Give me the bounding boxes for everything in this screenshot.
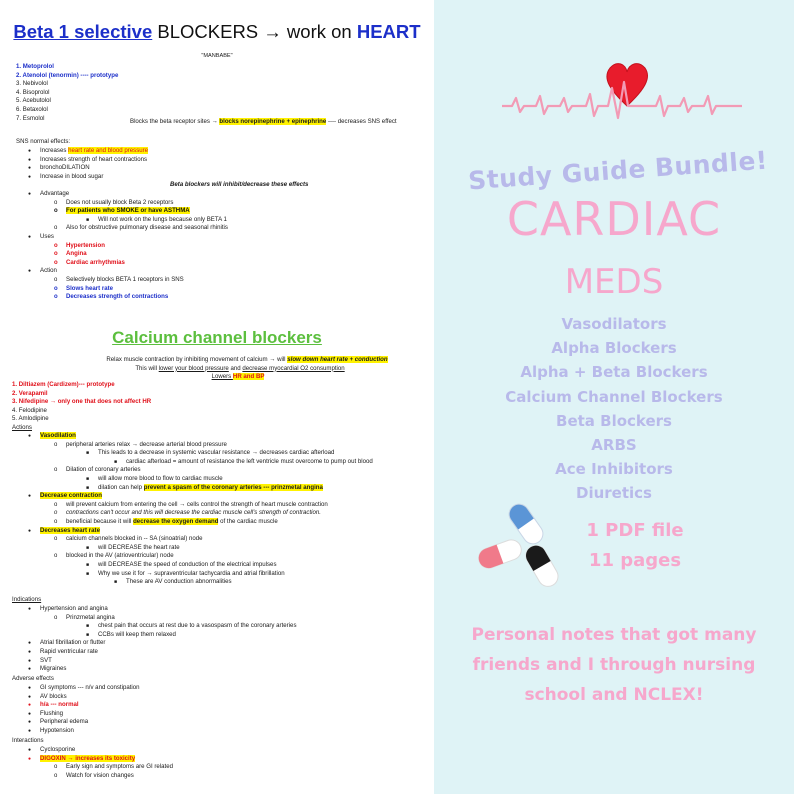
- cardiac-title: CARDIAC: [506, 192, 722, 246]
- list-item: o Does not usually block Beta 2 receptors: [8, 199, 434, 208]
- highlight: slow down heart rate + conduction: [287, 356, 388, 363]
- text: Increases: [40, 147, 69, 154]
- section-heading: Adverse effects: [12, 675, 54, 682]
- beta-title-heart: HEART: [356, 21, 421, 42]
- tagline-line: Personal notes that got many: [471, 625, 757, 645]
- list-item: [8, 527, 434, 536]
- drug-class-item: Ace Inhibitors: [555, 460, 673, 479]
- tagline: [434, 620, 794, 710]
- list-item: ● Increase in blood sugar: [8, 173, 434, 182]
- list-item: o Also for obstructive pulmonary disease and seasonal rhinitis: [8, 224, 434, 233]
- drug-item: 1. Metoprolol: [16, 63, 54, 70]
- drug-item: 2. Verapamil: [12, 389, 48, 397]
- drug-item: 3. Nifedipine → only one that does not affect HR: [12, 398, 152, 406]
- ccb-adverse: [8, 684, 434, 736]
- text: decrease myocardial O2 consumption: [242, 364, 345, 372]
- drug-class-item: Calcium Channel Blockers: [505, 387, 723, 406]
- drug-class-item: Alpha Blockers: [551, 339, 677, 358]
- highlight: Decrease contraction: [40, 492, 102, 500]
- drug-class-list: [434, 312, 794, 506]
- list-item: [8, 207, 434, 216]
- list-item: o Selectively blocks BETA 1 receptors in SNS: [8, 276, 434, 285]
- list-item: ● Migraines: [8, 665, 434, 674]
- page-count: 11 pages: [588, 550, 682, 571]
- drug-item: 5. Amlodipine: [12, 415, 49, 423]
- highlight: heart rate and blood pressure: [68, 147, 149, 154]
- list-item: ■ will DECREASE the speed of conduction of the electrical impulses: [8, 561, 434, 570]
- list-item: o peripheral arteries relax → decrease arterial blood pressure: [8, 441, 434, 450]
- section-heading: Actions: [12, 423, 32, 431]
- list-item: o Hypertension: [8, 242, 434, 251]
- list-item: ● GI symptoms --- n/v and constipation: [8, 684, 434, 693]
- beta-title-selective: Beta 1 selective: [13, 21, 153, 42]
- text: of the cardiac muscle: [218, 517, 278, 525]
- beta-notes: [8, 147, 434, 302]
- list-item: ■ Will not work on the lungs because only BETA 1: [8, 216, 434, 225]
- list-item: o calcium channels blocked in -- SA (sinoatrial) node: [8, 535, 434, 544]
- list-item: o contractions can't occur and this will decrease the cardiac muscle cell's strength of contraction.: [8, 509, 434, 518]
- ccb-indications: [8, 605, 434, 674]
- drug-item: 6. Betaxolol: [16, 105, 48, 113]
- beta-title-blockers: BLOCKERS → work on: [152, 21, 357, 42]
- drug-item: 4. Felodipine: [12, 406, 47, 414]
- tagline-line: school and NCLEX!: [524, 685, 704, 705]
- list-item: ● Increases strength of heart contractions: [8, 156, 434, 165]
- list-item: [8, 147, 434, 156]
- list-item: o Prinzmetal angina: [8, 614, 434, 623]
- highlight: blocks norepinephrine + epinephrine: [219, 118, 327, 125]
- list-item: ● AV blocks: [8, 693, 434, 702]
- sns-label: SNS normal effects:: [16, 138, 71, 145]
- list-item: [8, 484, 434, 493]
- list-item: o Slows heart rate: [8, 285, 434, 294]
- highlight: DIGOXIN → increases its toxicity: [40, 754, 136, 762]
- text: Lowers: [211, 373, 233, 381]
- list-item: ■ This leads to a decrease in systemic vascular resistance → decreases cardiac afterload: [8, 449, 434, 458]
- highlight: For patients who SMOKE or have ASTHMA: [66, 207, 190, 215]
- list-item: ● Peripheral edema: [8, 718, 434, 727]
- drug-class-item: Alpha + Beta Blockers: [520, 363, 708, 382]
- list-item: o Watch for vision changes: [8, 772, 434, 781]
- list-item: ■ cardiac afterload = amount of resistance the left ventricle must overcome to pump out blood: [8, 458, 434, 467]
- list-item: ● Cyclosporine: [8, 746, 434, 755]
- list-item: ■ Why we use it for → supraventricular tachycardia and atrial fibrillation: [8, 570, 434, 579]
- ccb-actions: [8, 432, 434, 587]
- text: dilation can help: [98, 483, 144, 491]
- text: beneficial because it will: [66, 517, 134, 525]
- list-item: ● bronchoDILATION: [8, 164, 434, 173]
- list-item: ● Uses: [8, 233, 434, 242]
- list-item: [8, 432, 434, 441]
- list-item: o Early sign and symptoms are GI related: [8, 763, 434, 772]
- list-item: ● Advantage: [8, 190, 434, 199]
- text: and: [228, 364, 243, 372]
- drug-item: 1. Diltiazem (Cardizem)--- prototype: [12, 381, 115, 388]
- section-heading: Interactions: [12, 737, 44, 744]
- ccb-title: Calcium channel blockers: [112, 328, 322, 347]
- text: ---- decreases SNS effect: [326, 118, 397, 125]
- list-item: o Cardiac arrhythmias: [8, 259, 434, 268]
- highlight: decrease the oxygen demand: [133, 517, 219, 525]
- highlight: Vasodilation: [40, 432, 76, 439]
- drug-class-item: Beta Blockers: [556, 411, 672, 430]
- list-item: ● h/a --- normal: [8, 701, 434, 710]
- drug-item: 4. Bisoprolol: [16, 88, 50, 96]
- beta-title: [0, 21, 434, 42]
- list-item: ■ chest pain that occurs at rest due to a vasospasm of the coronary arteries: [8, 622, 434, 631]
- mnemonic: "MANBABE": [201, 53, 233, 59]
- file-info: [560, 516, 710, 576]
- heartbeat-icon: [502, 58, 742, 138]
- list-item: o Angina: [8, 250, 434, 259]
- ccb-drug-list: [12, 381, 434, 433]
- list-item: ■ will DECREASE the heart rate: [8, 544, 434, 553]
- ccb-interactions: [8, 746, 434, 780]
- list-item: ● Action: [8, 267, 434, 276]
- intro-line: [0, 356, 434, 365]
- list-item: [8, 518, 434, 527]
- list-item: ● Flushing: [8, 710, 434, 719]
- list-item: ■ will allow more blood to flow to cardiac muscle: [8, 475, 434, 484]
- list-item: ● Hypertension and angina: [8, 605, 434, 614]
- drug-class-item: ARBS: [591, 436, 637, 455]
- drug-item: 5. Acebutolol: [16, 97, 51, 105]
- drug-class-item: Diuretics: [576, 484, 652, 503]
- tagline-line: friends and I through nursing: [472, 655, 756, 675]
- intro-line: [0, 365, 434, 374]
- highlight: prevent a spasm of the coronary arteries --- prinzmetal angina: [143, 483, 323, 491]
- text: Blocks the beta receptor sites →: [130, 118, 220, 125]
- list-item: ■ These are AV conduction abnormalities: [8, 578, 434, 587]
- section-heading: Indications: [12, 596, 42, 603]
- list-item: ■ CCBs will keep them relaxed: [8, 631, 434, 640]
- list-item: o will prevent calcium from entering the cell → cells control the strength of heart muscle contraction: [8, 501, 434, 510]
- list-item: [8, 755, 434, 764]
- text: Relax muscle contraction by inhibiting movement of calcium → will: [106, 356, 288, 363]
- pills-icon: [470, 494, 570, 594]
- inhibit-note: Beta blockers will inhibit/decrease these effects: [170, 181, 309, 189]
- drug-item: 2. Atenolol (tenormin) ---- prototype: [16, 71, 119, 79]
- pdf-count: 1 PDF file: [586, 520, 684, 541]
- text: This will: [135, 364, 159, 372]
- drug-item: 3. Nebivolol: [16, 80, 48, 88]
- beta-drug-list: [16, 63, 434, 123]
- highlight: Decreases heart rate: [40, 526, 100, 534]
- list-item: [8, 492, 434, 501]
- drug-item: 7. Esmolol: [16, 114, 45, 122]
- beta-mechanism: [0, 118, 434, 127]
- ccb-intro: [0, 356, 434, 382]
- text: lower your blood pressure: [158, 364, 229, 372]
- list-item: o blocked in the AV (atrioventricular) node: [8, 552, 434, 561]
- list-item: ● Hypotension: [8, 727, 434, 736]
- study-guide-title: Study Guide Bundle!: [467, 145, 769, 196]
- list-item: ● Atrial fibrillation or flutter: [8, 639, 434, 648]
- list-item: ● SVT: [8, 657, 434, 666]
- drug-class-item: Vasodilators: [561, 315, 667, 333]
- list-item: ● Rapid ventricular rate: [8, 648, 434, 657]
- meds-title: MEDS: [564, 262, 664, 302]
- list-item: o Dilation of coronary arteries: [8, 466, 434, 475]
- highlight: HR and BP: [232, 373, 265, 381]
- list-item: o Decreases strength of contractions: [8, 293, 434, 302]
